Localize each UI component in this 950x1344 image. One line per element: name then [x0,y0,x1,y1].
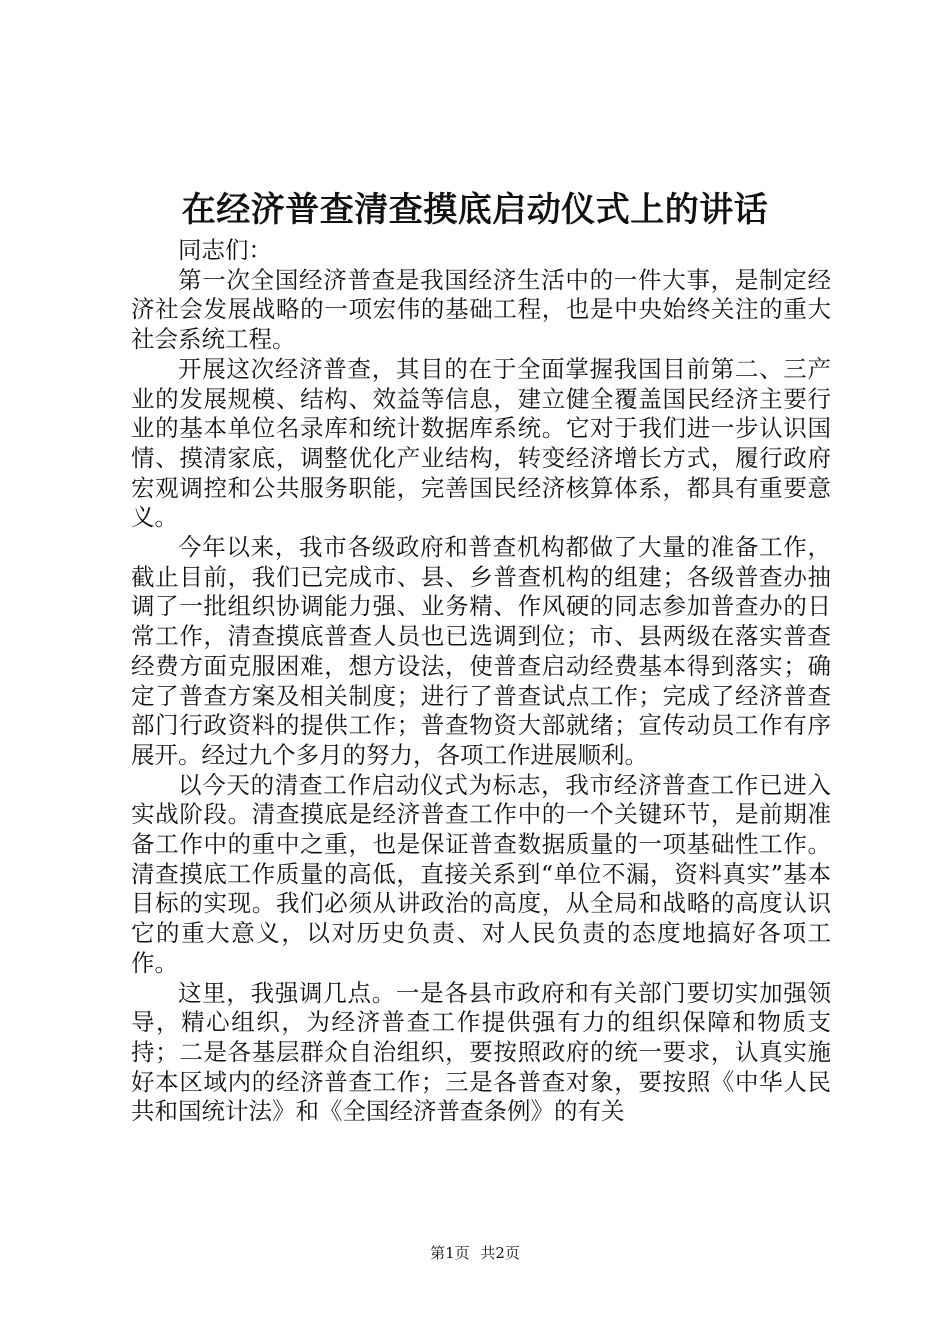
page-footer [0,1243,950,1263]
document-body [131,236,831,1127]
paragraph-4: 以今天的清查工作启动仪式为标志，我市经济普查工作已进入实战阶段。清查摸底是经济普查工作中的一个关键环节，是前期准备工作中的重中之重，也是保证普查数据质量的一项基础性工作。清查摸底工作质量的高低，直接关系到“单位不漏，资料真实”基本目标的实现。我们必须从讲政治的高度，从全局和战略的高度认识它的重大意义，以对历史负责、对人民负责的态度地搞好各项工作。 [131,770,831,977]
paragraph-1: 第一次全国经济普查是我国经济生活中的一件大事，是制定经济社会发展战略的一项宏伟的基础工程，也是中央始终关注的重大社会系统工程。 [131,265,831,354]
document-title: 在经济普查清查摸底启动仪式上的讲话 [181,190,769,230]
paragraph-3: 今年以来，我市各级政府和普查机构都做了大量的准备工作，截止目前，我们已完成市、县、乡普查机构的组建；各级普查办抽调了一批组织协调能力强、业务精、作风硬的同志参加普查办的日常工作，清查摸底普查人员也已选调到位；市、县两级在落实普查经费方面克服困难，想方设法，使普查启动经费基本得到落实；确定了普查方案及相关制度；进行了普查试点工作；完成了经济普查部门行政资料的提供工作；普查物资大部就绪；宣传动员工作有序展开。经过九个多月的努力，各项工作进展顺利。 [131,533,831,769]
greeting: 同志们： [178,236,272,264]
page-number: 第1页 [430,1244,470,1262]
paragraph-5: 这里，我强调几点。一是各县市政府和有关部门要切实加强领导，精心组织，为经济普查工作提供强有力的组织保障和物质支持；二是各基层群众自治组织，要按照政府的统一要求，认真实施好本区域内的经济普查工作；三是各普查对象，要按照《中华人民共和国统计法》和《全国经济普查条例》的有关 [131,978,831,1126]
page-total: 共2页 [480,1244,520,1262]
paragraph-2: 开展这次经济普查，其目的在于全面掌握我国目前第二、三产业的发展规模、结构、效益等信息，建立健全覆盖国民经济主要行业的基本单位名录库和统计数据库系统。它对于我们进一步认识国情、摸清家底，调整优化产业结构，转变经济增长方式，履行政府宏观调控和公共服务职能，完善国民经济核算体系，都具有重要意义。 [131,354,831,532]
